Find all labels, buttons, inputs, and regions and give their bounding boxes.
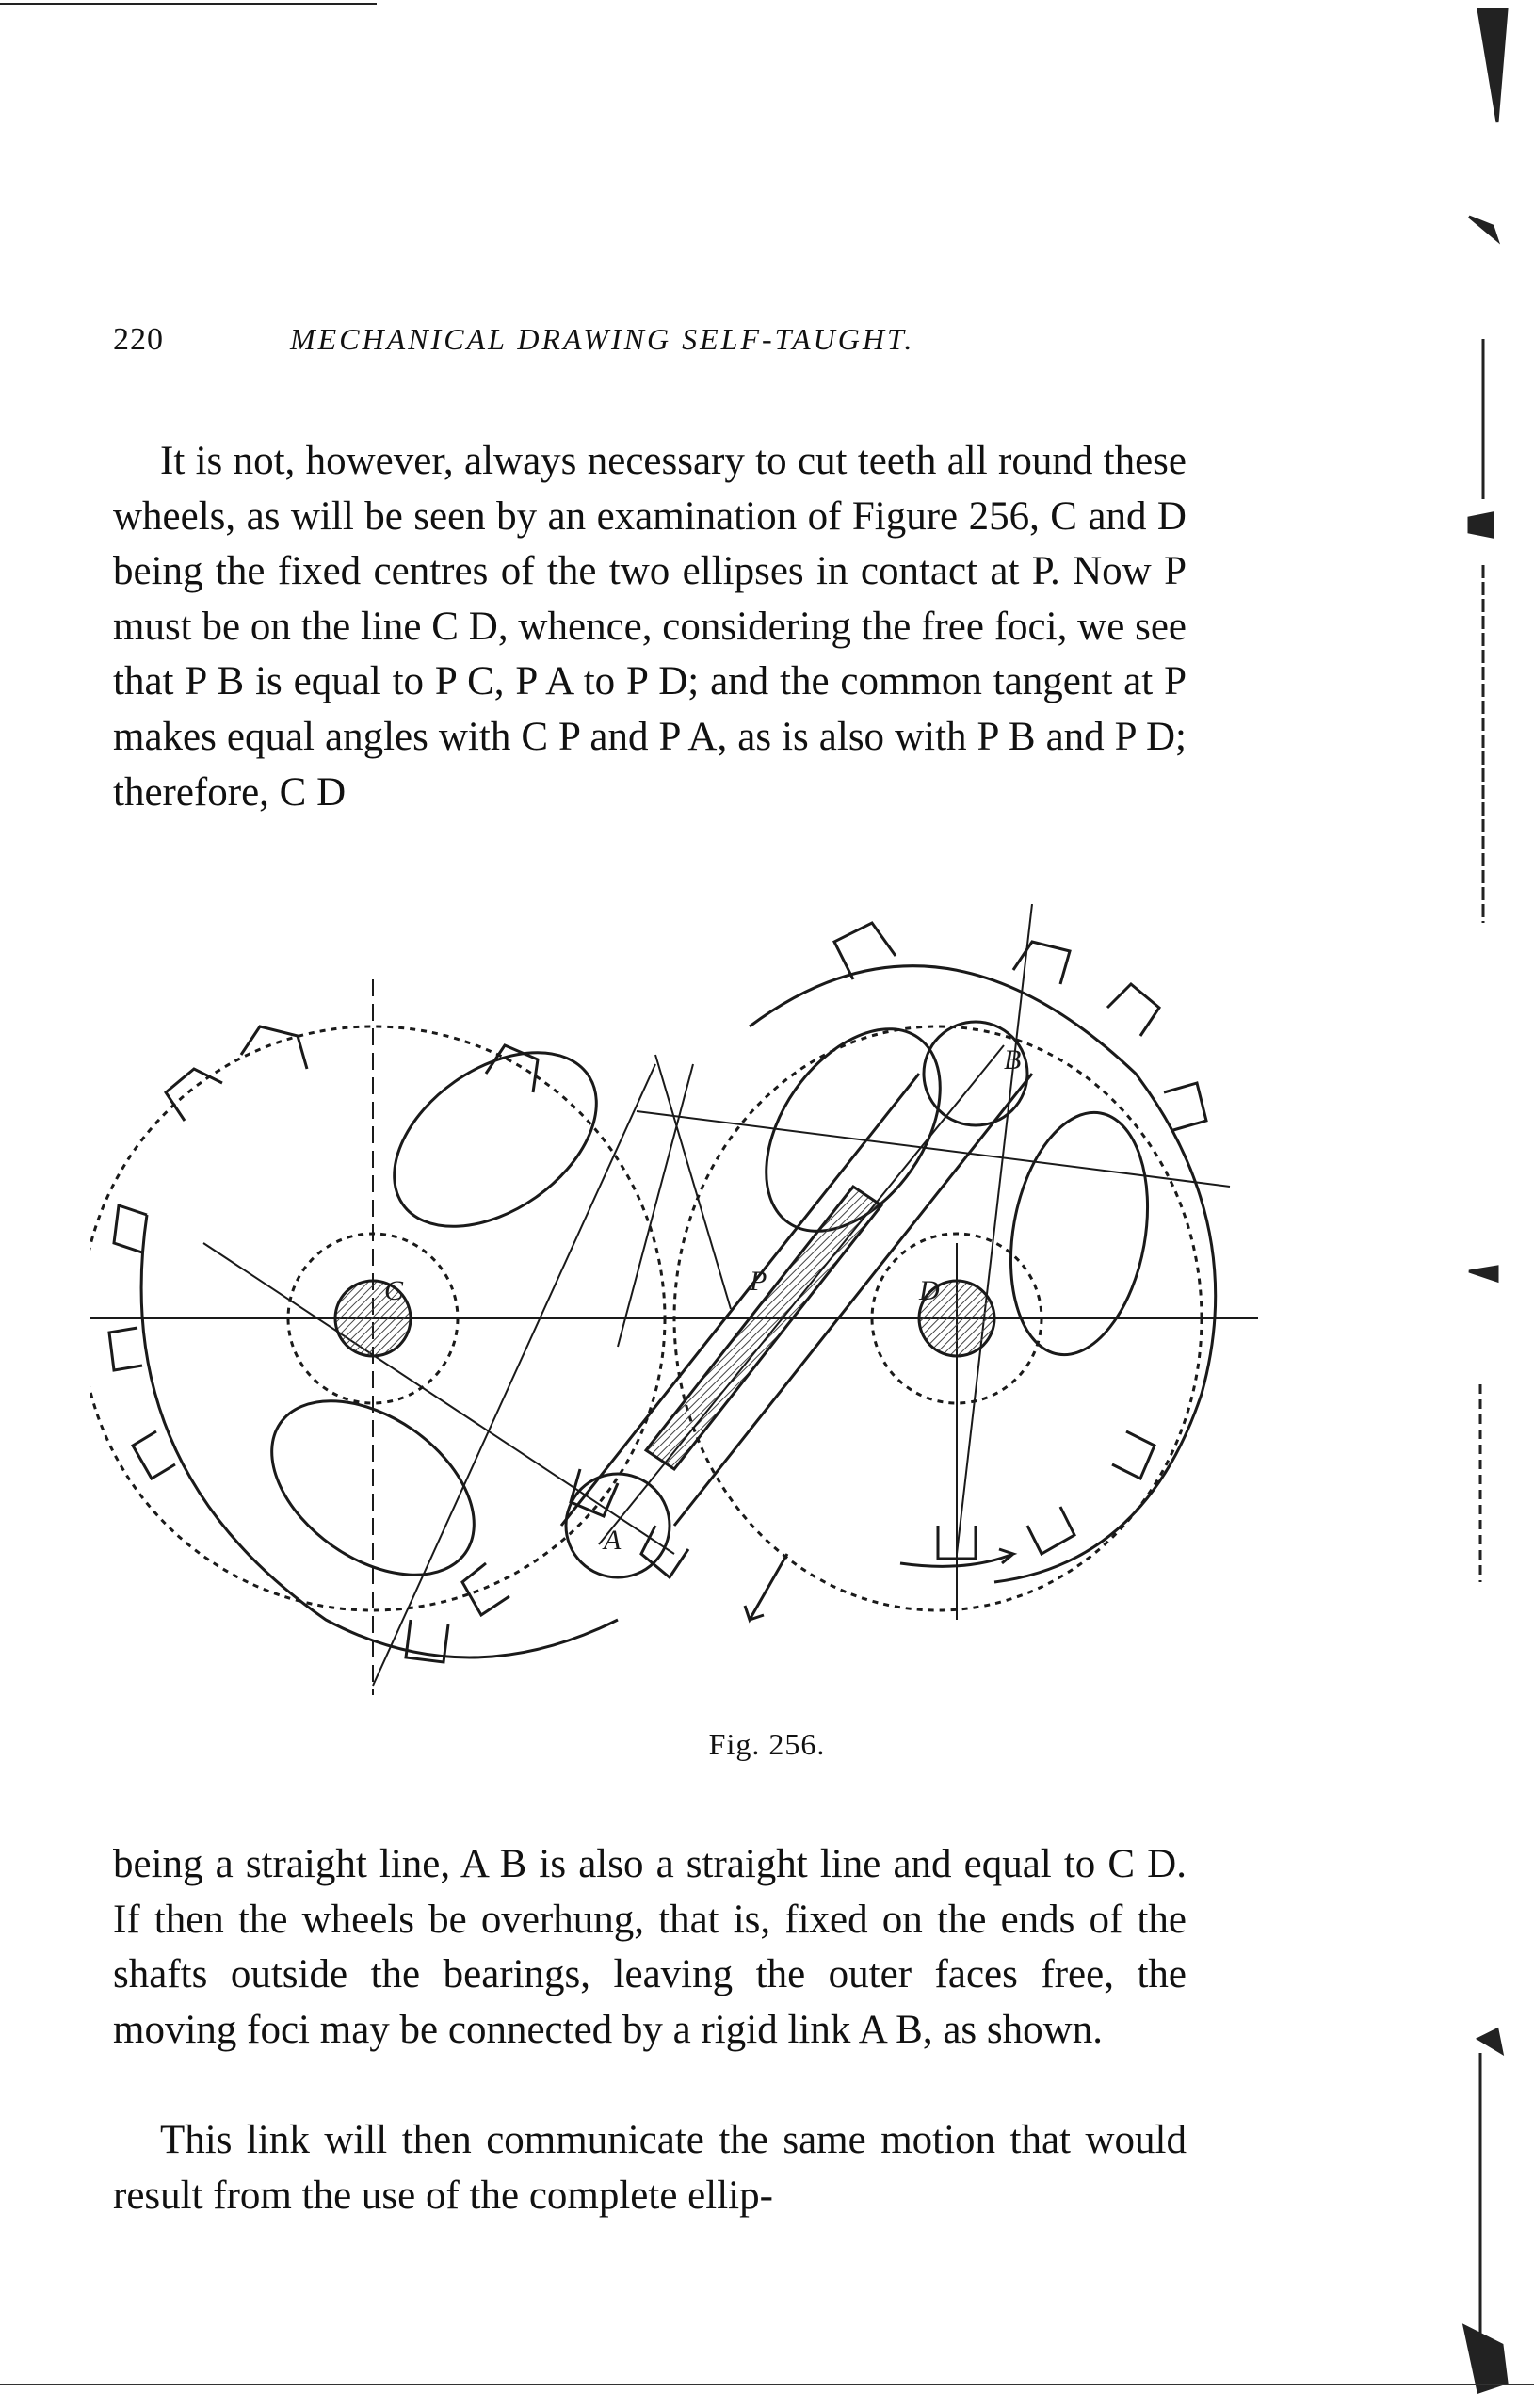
figure-256 [90,904,1258,1733]
page-number: 220 [113,322,164,357]
construction-line-5 [655,1055,731,1309]
label-D: D [919,1275,940,1306]
paragraph-3: This link will then communicate the same motion that would result from the use of the complete ellip- [113,2118,1187,2218]
right-gear-teeth [834,923,1206,1559]
right-inner-ellipse-right [993,1102,1165,1366]
construction-line-4 [957,904,1032,1554]
link-AB-shaft [646,1187,881,1469]
label-C: C [384,1275,404,1306]
left-inner-ellipse-top [363,1017,629,1263]
motion-arrow-left [745,1554,787,1620]
label-A: A [604,1525,622,1556]
construction-line-2 [373,1064,655,1686]
figure-caption: Fig. 256. [708,1727,826,1761]
top-rule [0,3,377,5]
elliptic-gear-diagram [90,904,1258,1733]
middle-gear-teeth [406,1469,688,1662]
bottom-rule [0,2384,1534,2385]
left-gear-teeth [109,1026,538,1479]
running-title: MECHANICAL DRAWING SELF-TAUGHT. [290,322,915,356]
construction-line-6 [618,1064,693,1347]
label-B: B [1004,1044,1022,1075]
page-edge-marks [1441,0,1534,2408]
construction-line-1 [203,1243,674,1554]
paragraph-1: It is not, however, always necessary to cut teeth all round these wheels, as will be seen by an examination of Figure 256, C and D being the fixed centres of the two ellipses in contact at P. Now P must be on the line C D, whence, considering the free foci, we see that P B is equal to P C, P A to P D; and the common tangent at P makes equal angles with C P and P A, as is also with P B and P D; therefore, C D [113,439,1187,815]
paragraph-2: being a straight line, A B is also a straight line and equal to C D. If then the wheels be overhung, that is, fixed on the ends of the shafts outside the bearings, leaving the outer faces free, the moving foci may be connected by a rigid link A B, as shown. [113,1842,1187,2052]
label-P: P [750,1266,767,1297]
